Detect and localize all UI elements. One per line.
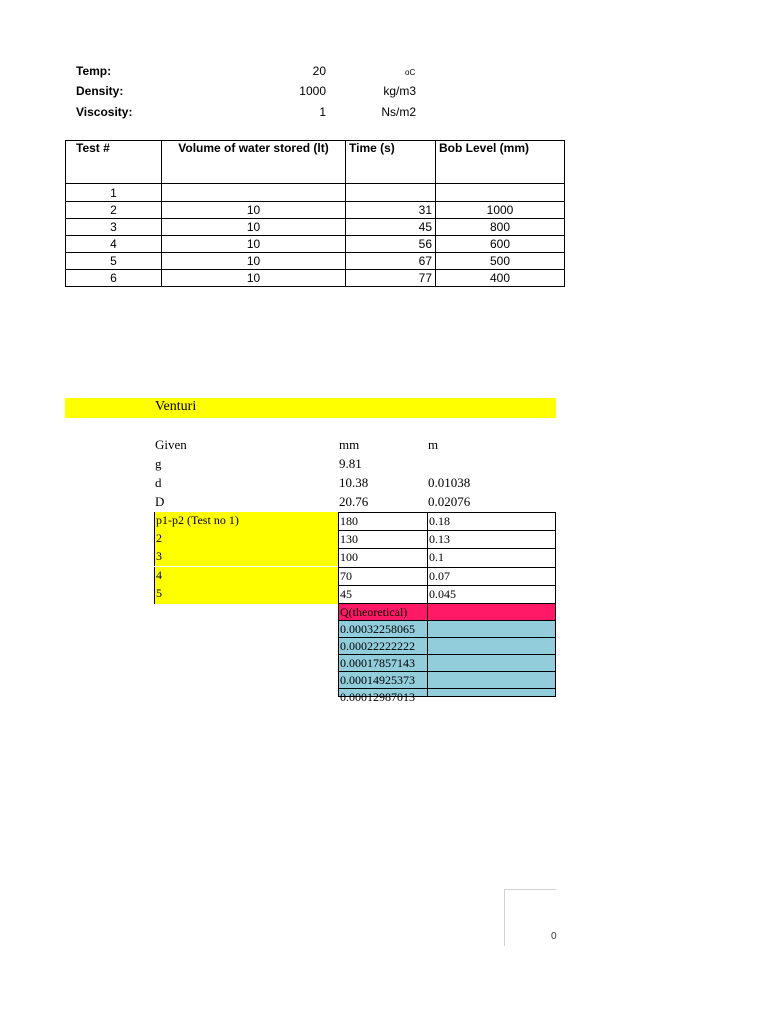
header-volume: Volume of water stored (lt) — [162, 141, 346, 184]
table-cell — [162, 184, 346, 202]
q-theoretical-header: Q(theoretical) — [338, 603, 428, 621]
pressure-mm: 130 — [338, 530, 428, 549]
pressure-label: 5 — [154, 585, 338, 604]
table-row — [66, 270, 565, 287]
pressure-label: p1-p2 (Test no 1) — [154, 512, 338, 530]
q-empty-cell — [427, 654, 556, 672]
table-cell: 10 — [162, 253, 346, 270]
pressure-m: 0.1 — [427, 548, 556, 568]
pressure-mm: 45 — [338, 585, 428, 604]
table-cell: 1 — [66, 184, 162, 202]
tests-table — [65, 140, 565, 287]
table-cell: 1000 — [436, 202, 565, 219]
tests-table-header — [66, 141, 565, 184]
g-label: g — [155, 456, 162, 471]
pressure-mm: 100 — [338, 548, 428, 568]
table-cell: 10 — [162, 270, 346, 287]
q-theoretical-value: 0.00012987013 — [338, 688, 428, 697]
table-cell: 45 — [346, 219, 436, 236]
q-empty-cell — [427, 637, 556, 655]
table-cell: 5 — [66, 253, 162, 270]
header-bob-level: Bob Level (mm) — [436, 141, 565, 184]
q-empty-cell — [427, 620, 556, 638]
table-cell: 67 — [346, 253, 436, 270]
density-unit: kg/m3 — [383, 84, 416, 98]
d-value-mm: 10.38 — [339, 475, 369, 490]
q-empty-cell — [427, 671, 556, 689]
viscosity-label: Viscosity: — [76, 105, 133, 119]
q-theoretical-value: 0.00014925373 — [338, 671, 428, 689]
table-cell: 800 — [436, 219, 565, 236]
pressure-m: 0.045 — [427, 585, 556, 604]
pressure-mm: 70 — [338, 567, 428, 586]
viscosity-value: 1 — [319, 105, 326, 119]
table-cell: 10 — [162, 236, 346, 253]
table-row — [66, 236, 565, 253]
big-d-value-m: 0.02076 — [428, 494, 471, 509]
q-theoretical-header-fill — [427, 603, 556, 621]
given-label: Given — [155, 437, 187, 452]
fragment-border-top — [504, 889, 556, 890]
header-time: Time (s) — [346, 141, 436, 184]
big-d-value-mm: 20.76 — [339, 494, 369, 509]
pressure-m: 0.18 — [427, 512, 556, 531]
g-value-mm: 9.81 — [339, 456, 362, 471]
q-theoretical-value: 0.00022222222 — [338, 637, 428, 655]
table-cell: 600 — [436, 236, 565, 253]
table-row — [66, 253, 565, 270]
table-cell: 56 — [346, 236, 436, 253]
pressure-m: 0.07 — [427, 567, 556, 586]
table-cell: 400 — [436, 270, 565, 287]
m-label: m — [428, 437, 439, 452]
table-cell: 10 — [162, 202, 346, 219]
table-row — [66, 184, 565, 202]
q-theoretical-value: 0.00017857143 — [338, 654, 428, 672]
venturi-title: Venturi — [155, 399, 197, 414]
table-cell: 77 — [346, 270, 436, 287]
d-value-m: 0.01038 — [428, 475, 471, 490]
density-value: 1000 — [299, 84, 326, 98]
big-d-label: D — [155, 494, 165, 509]
table-cell: 4 — [66, 236, 162, 253]
q-theoretical-value: 0.00032258065 — [338, 620, 428, 638]
pressure-m: 0.13 — [427, 530, 556, 549]
temp-unit: oC — [405, 68, 416, 77]
q-empty-cell — [427, 688, 556, 697]
fragment-text: 0 — [551, 931, 557, 942]
temp-label: Temp: — [76, 64, 112, 78]
viscosity-unit: Ns/m2 — [381, 105, 416, 119]
table-cell: 10 — [162, 219, 346, 236]
pressure-label: 4 — [154, 567, 338, 585]
table-cell: 31 — [346, 202, 436, 219]
header-test-no: Test # — [66, 141, 162, 184]
venturi-banner — [65, 398, 556, 418]
table-row — [66, 202, 565, 219]
table-cell: 6 — [66, 270, 162, 287]
pressure-label: 3 — [154, 548, 338, 566]
temp-value: 20 — [312, 64, 326, 78]
table-cell: 500 — [436, 253, 565, 270]
d-label: d — [155, 475, 162, 490]
table-cell — [346, 184, 436, 202]
table-cell: 3 — [66, 219, 162, 236]
table-cell: 2 — [66, 202, 162, 219]
table-cell — [436, 184, 565, 202]
pressure-mm: 180 — [338, 512, 428, 531]
mm-label: mm — [339, 437, 360, 452]
density-label: Density: — [76, 84, 124, 98]
table-row — [66, 219, 565, 236]
pressure-label: 2 — [154, 530, 338, 548]
fragment-border-left — [504, 889, 505, 946]
